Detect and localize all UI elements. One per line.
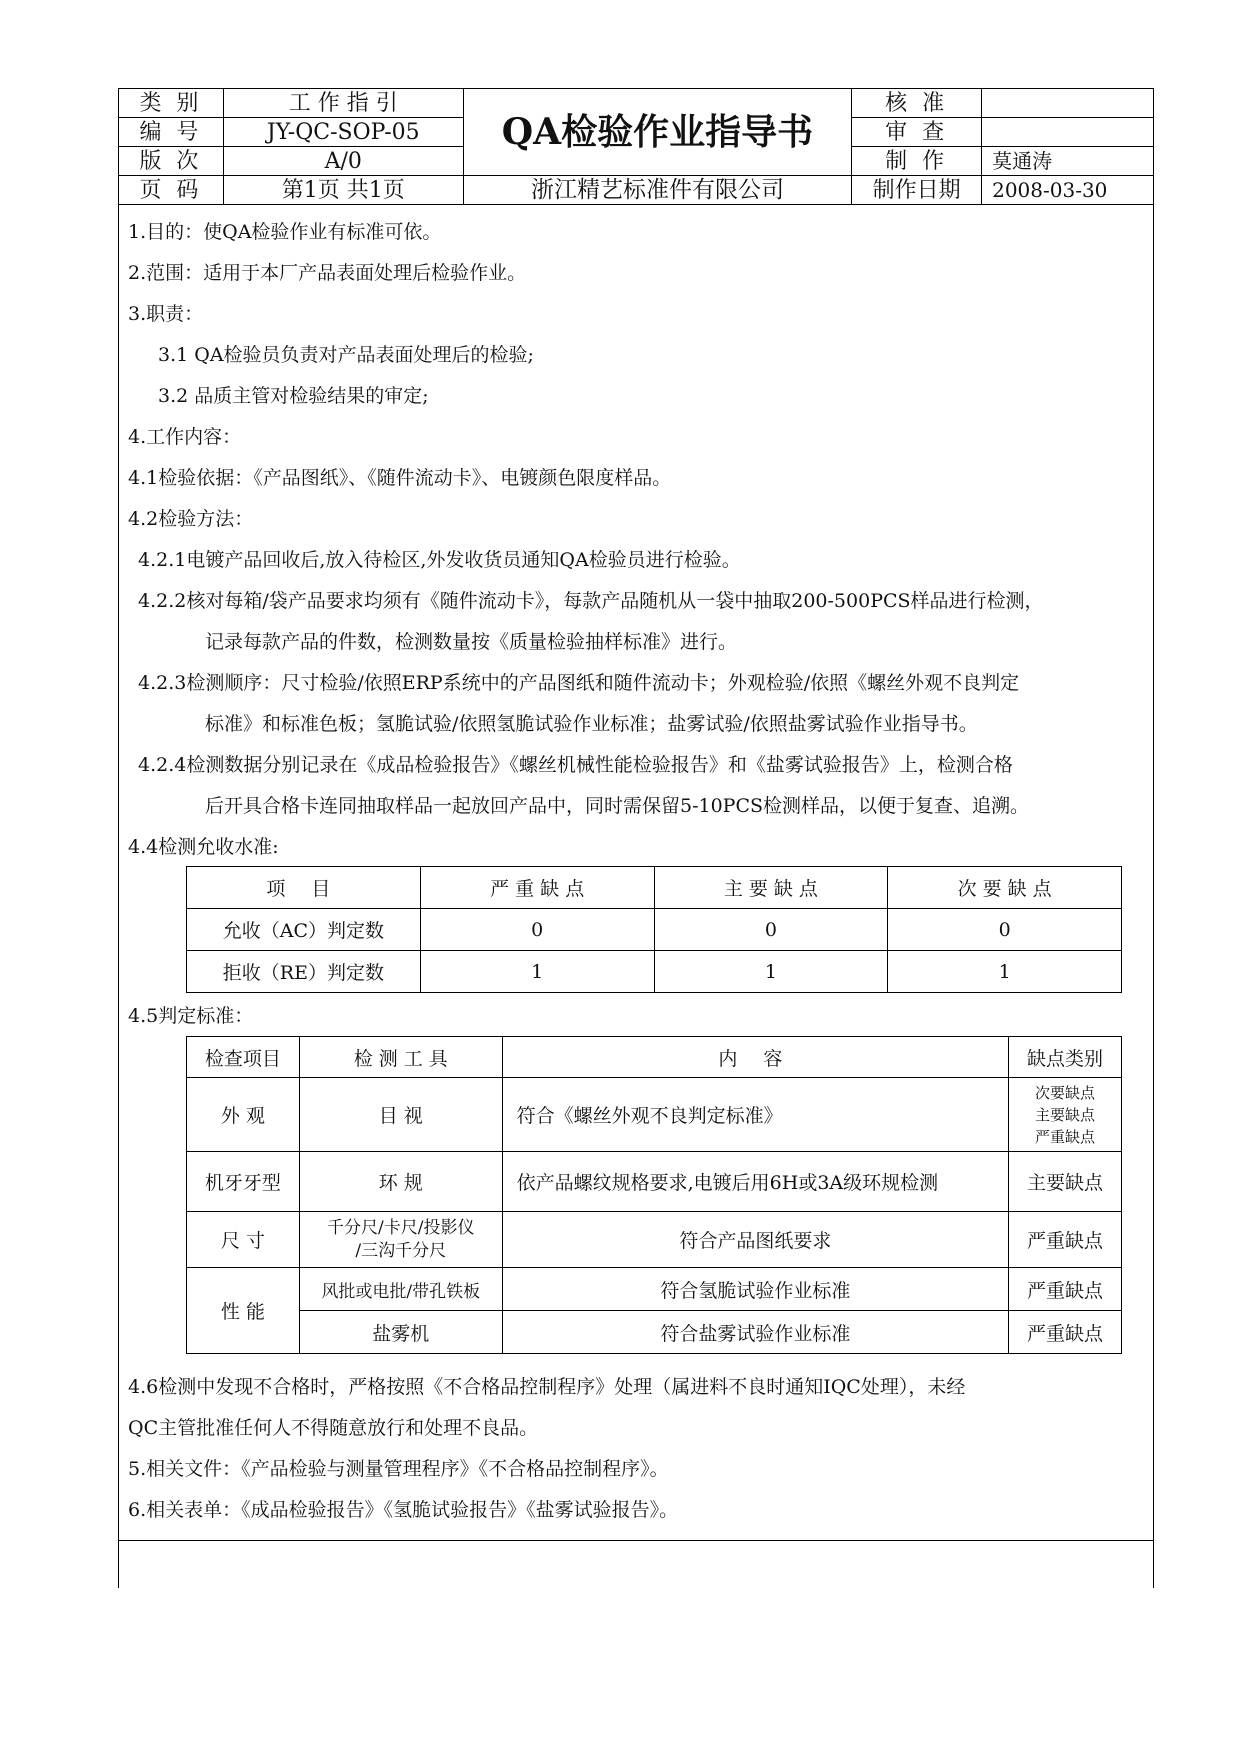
criteria-header-tool: 检 测 工 具	[299, 1037, 502, 1078]
aql-re-critical: 1	[420, 951, 654, 993]
criteria-appearance-category	[1009, 1078, 1122, 1152]
criteria-embrittlement-category: 严重缺点	[1009, 1268, 1122, 1311]
dimension-tool-line2: /三沟千分尺	[355, 1240, 447, 1261]
method-4-2-1: 4.2.1电镀产品回收后,放入待检区,外发收货员通知QA检验员进行检验。	[138, 549, 741, 571]
table-row	[187, 951, 1122, 993]
method-4-2-4-line2: 后开具合格卡连同抽取样品一起放回产品中，同时需保留5-10PCS检测样品，以便于复查、追溯。	[205, 795, 1030, 817]
aql-header-major: 主 要 缺 点	[654, 867, 888, 909]
criteria-dimension-item: 尺 寸	[187, 1212, 300, 1268]
table-row	[187, 1212, 1122, 1268]
method-4-2-3-line2: 标准》和标准色板；氢脆试验/依照氢脆试验作业标准；盐雾试验/依照盐雾试验作业指导书。	[205, 713, 978, 735]
aql-table	[186, 866, 1122, 993]
aql-header-minor: 次 要 缺 点	[888, 867, 1122, 909]
review-value	[982, 118, 1154, 147]
nonconformance-line1: 4.6检测中发现不合格时，严格按照《不合格品控制程序》处理（属进料不良时通知IQC处理），未经	[128, 1376, 966, 1398]
related-forms: 6.相关表单：《成品检验报告》《氢脆试验报告》《盐雾试验报告》。	[128, 1499, 679, 1521]
criteria-appearance-tool: 目 视	[299, 1078, 502, 1152]
criteria-header-item: 检查项目	[187, 1037, 300, 1078]
page-label: 页 码	[119, 176, 224, 205]
criteria-header-content: 内 容	[502, 1037, 1008, 1078]
scope: 2.范围：适用于本厂产品表面处理后检验作业。	[128, 262, 527, 284]
table-row	[187, 1152, 1122, 1212]
code-label: 编 号	[119, 118, 224, 147]
review-label: 审 查	[852, 118, 982, 147]
code-value: JY-QC-SOP-05	[223, 118, 463, 147]
criteria-table	[186, 1036, 1122, 1354]
category-label: 类 别	[119, 89, 224, 118]
category-minor: 次要缺点	[1035, 1083, 1096, 1102]
header-table	[118, 88, 1154, 205]
author-label: 制 作	[852, 147, 982, 176]
work-content-heading: 4.工作内容：	[128, 426, 242, 448]
page-value: 第1页 共1页	[223, 176, 463, 205]
version-value: A/0	[223, 147, 463, 176]
criteria-thread-item: 机牙牙型	[187, 1152, 300, 1212]
criteria-saltspray-content: 符合盐雾试验作业标准	[502, 1311, 1008, 1354]
criteria-embrittlement-tool: 风批或电批/带孔铁板	[299, 1268, 502, 1311]
criteria-dimension-content: 符合产品图纸要求	[502, 1212, 1008, 1268]
criteria-heading: 4.5判定标准：	[128, 1005, 254, 1027]
inspection-method-heading: 4.2检验方法：	[128, 508, 254, 530]
nonconformance-line2: QC主管批准任何人不得随意放行和处理不良品。	[128, 1417, 539, 1439]
criteria-embrittlement-content: 符合氢脆试验作业标准	[502, 1268, 1008, 1311]
acceptance-level-heading: 4.4检测允收水准:	[128, 836, 279, 858]
table-row	[187, 1311, 1122, 1354]
criteria-thread-tool: 环 规	[299, 1152, 502, 1212]
criteria-dimension-tool	[299, 1212, 502, 1268]
method-4-2-3-line1: 4.2.3检测顺序：尺寸检验/依照ERP系统中的产品图纸和随件流动卡；外观检验/依照《螺丝外观不良判定	[138, 672, 1020, 694]
criteria-thread-content: 依产品螺纹规格要求,电镀后用6H或3A级环规检测	[502, 1152, 1008, 1212]
method-4-2-2-line2: 记录每款产品的件数，检测数量按《质量检验抽样标准》进行。	[205, 631, 738, 653]
aql-ac-minor: 0	[888, 909, 1122, 951]
dimension-tool-line1: 千分尺/卡尺/投影仪	[327, 1217, 475, 1238]
purpose: 1.目的：使QA检验作业有标准可依。	[128, 221, 442, 243]
aql-header-critical: 严 重 缺 点	[420, 867, 654, 909]
version-label: 版 次	[119, 147, 224, 176]
aql-ac-critical: 0	[420, 909, 654, 951]
table-row	[187, 1078, 1122, 1152]
method-4-2-2-line1: 4.2.2核对每箱/袋产品要求均须有《随件流动卡》，每款产品随机从一袋中抽取200-500PCS样品进行检测，	[138, 590, 1044, 612]
method-4-2-4-line1: 4.2.4检测数据分别记录在《成品检验报告》《螺丝机械性能检验报告》和《盐雾试验报告》上，检测合格	[138, 754, 1013, 776]
responsibility-heading: 3.职责：	[128, 303, 204, 325]
criteria-performance-item: 性 能	[187, 1268, 300, 1354]
criteria-saltspray-category: 严重缺点	[1009, 1311, 1122, 1354]
category-value: 工 作 指 引	[223, 89, 463, 118]
criteria-thread-category: 主要缺点	[1009, 1152, 1122, 1212]
criteria-saltspray-tool: 盐雾机	[299, 1311, 502, 1354]
date-value: 2008-03-30	[982, 176, 1154, 205]
date-label: 制作日期	[852, 176, 982, 205]
approve-value	[982, 89, 1154, 118]
category-major: 主要缺点	[1035, 1105, 1096, 1124]
aql-re-minor: 1	[888, 951, 1122, 993]
category-critical: 严重缺点	[1035, 1127, 1096, 1146]
author-value: 莫通涛	[982, 147, 1154, 176]
criteria-header-category: 缺点类别	[1009, 1037, 1122, 1078]
table-row	[187, 909, 1122, 951]
inspection-basis: 4.1检验依据：《产品图纸》、《随件流动卡》、电镀颜色限度样品。	[128, 467, 672, 489]
criteria-appearance-content: 符合《螺丝外观不良判定标准》	[502, 1078, 1008, 1152]
table-row	[187, 1268, 1122, 1311]
aql-ac-major: 0	[654, 909, 888, 951]
aql-ac-label: 允收（AC）判定数	[187, 909, 421, 951]
criteria-appearance-item: 外 观	[187, 1078, 300, 1152]
document-title: QA检验作业指导书	[463, 89, 852, 176]
company-name: 浙江精艺标准件有限公司	[463, 176, 852, 205]
aql-header-item: 项 目	[187, 867, 421, 909]
frame-bottom-line	[119, 1540, 1153, 1541]
approve-label: 核 准	[852, 89, 982, 118]
responsibility-3-1: 3.1 QA检验员负责对产品表面处理后的检验;	[158, 344, 534, 366]
criteria-dimension-category: 严重缺点	[1009, 1212, 1122, 1268]
aql-re-label: 拒收（RE）判定数	[187, 951, 421, 993]
aql-re-major: 1	[654, 951, 888, 993]
related-documents: 5.相关文件：《产品检验与测量管理程序》《不合格品控制程序》。	[128, 1458, 669, 1480]
responsibility-3-2: 3.2 品质主管对检验结果的审定;	[158, 385, 429, 407]
